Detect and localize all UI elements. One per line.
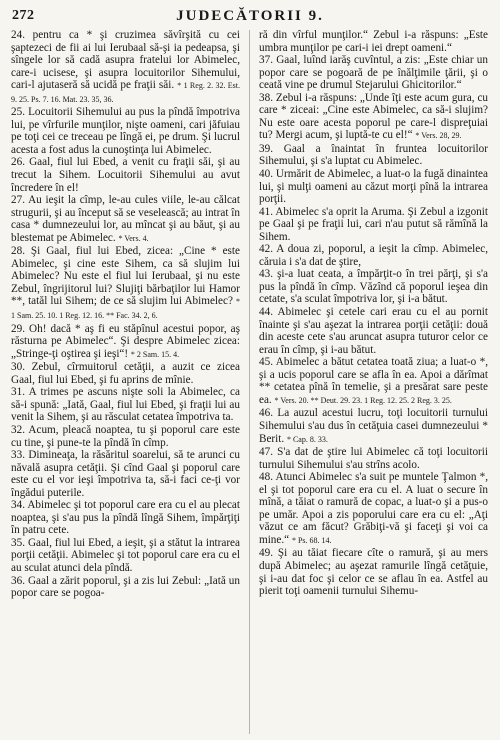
page-number: 272 [12,8,35,23]
verse-43: 43. şi-a luat ceata, a împărţit-o în trei părţi, şi s'a pus la pîndă în cîmp. Văzînd că poporul ieşea din cetate, s'a sculat împotriva lor, şi i-a bătut. [259,268,488,306]
verse-text: 38. Zebul i-a răspuns: „Unde îţi este acum gura, cu care * ziceai: „Cine este Abimelec, ca să-i slujim? Nu este oare acesta poporul pe care-l dispreţuiai tu? Mergi acum, şi luptă-te cu el!“ [259,91,488,142]
verse-text: 45. Abimelec a bătut cetatea toată ziua; a luat-o *, şi a ucis poporul care se afla în ea. Apoi a dărîmat ** cetatea pînă în temelie, şi a presărat sare peste ea. [259,356,488,406]
verse-36: 36. Gaal a zărit poporul, şi a zis lui Zebul: „Iată un popor care se pogoa- [11,574,240,600]
verse-37: 37. Gaal, luînd iarăş cuvîntul, a zis: „Este chiar un popor care se pogoară de pe înălţimile ţării, şi o ceată vine pe drumul Stejarului Ghicitorilor.“ [259,54,488,92]
verse-26: 26. Gaal, fiul lui Ebed, a venit cu fraţii săi, şi au trecut la Sihem. Locuitorii Sihemului au avut încredere în el! [11,156,240,194]
verse-24 [11,29,240,106]
verse-45 [259,356,488,407]
verse-40: 40. Urmărit de Abimelec, a luat-o la fugă dinaintea lui, şi mulţi oameni au căzut morţi pînă la intrarea porţii. [259,168,488,206]
verse-41: 41. Abimelec s'a oprit la Aruma. Şi Zebul a izgonit pe Gaal şi pe fraţii lui, cari n'au putut să rămînă la Sihem. [259,205,488,243]
left-column [11,29,240,735]
running-title: JUDECĂTORII 9. [176,8,324,24]
cross-reference: * Vers. 4. [118,233,149,243]
cross-reference: * Vers. 28, 29. [415,131,462,141]
verse-text: 46. La auzul acestui lucru, toţi locuitorii turnului Sihemului s'au dus în cetăţuia casei dumnezeului * Berit. [259,407,488,445]
verse-29 [11,323,240,362]
verse-text: 28. Şi Gaal, fiul lui Ebed, zicea: „Cine * este Abimelec, şi cine este Sihem, ca să slujim lui Abimelec? Nu este el fiul lui Ierubaal, şi nu este Zebul, îngrijitorul lui? Slujiţi bărbaţilor lui Hamor **, tatăl lui Sihem; de ce să slujim lui Abimelec? [11,245,240,308]
cross-reference: * Ps. 68. 14. [291,535,332,545]
verse-47: 47. S'a dat de ştire lui Abimelec că toţi locuitorii turnului Sihemului s'au strîns acolo. [259,446,488,471]
cross-reference: * 2 Sam. 15. 4. [130,349,180,359]
verse-49: 49. Şi au tăiat fiecare cîte o ramură, şi au mers după Abimelec; au aşezat ramurile lîngă cetăţuie, şi i-au dat foc şi celor ce se aflau în ea. Astfel au pierit toţi oamenii turnului Sihemu- [259,547,488,598]
verse-text: 48. Atunci Abimelec s'a suit pe muntele Ţalmon *, el şi tot poporul care era cu el. A luat o secure în mînă, a tăiat o ramură de copac, a luat-o şi a pus-o pe umăr. Apoi a zis poporului care era cu el: „Aţi văzut ce am făcut? Grăbiţi-vă şi faceţi şi voi ca mine.“ [259,471,488,546]
verse-31: 31. A trimes pe ascuns nişte soli la Abimelec, ca să-i spună: „Iată, Gaal, fiul lui Ebed, şi fraţii lui au venit la Sihem, şi au răsculat cetatea împotriva ta. [11,386,240,424]
cross-reference: * 1 Reg. 2. 32. Est. 9. 25. Ps. 7. 16. Mat. 23. 35, 36. [11,81,240,104]
verse-text: 29. Oh! dacă * aş fi eu stăpînul acestui popor, aş răsturna pe Abimelec“. Şi despre Abimelec zicea: „Stringe-ţi oştirea şi ieşi“! [11,322,240,360]
verse-33: 33. Dimineaţa, la răsăritul soarelui, să te arunci cu năvală asupra cetăţii. Şi cînd Gaal şi poporul care este cu el vor ieşi împotriva ta, să-i faci ce-ţi vor îngădui puterile. [11,449,240,499]
verse-36-continued: ră din vîrful munţilor.“ Zebul i-a răspuns: „Este umbra munţilor pe cari-i iei drept oameni.“ [259,29,488,54]
verse-39: 39. Gaal a înaintat în fruntea locuitorilor Sihemului, şi s'a luptat cu Abimelec. [259,142,488,168]
verse-25: 25. Locuitorii Sihemului au pus la pîndă împotriva lui, pe vîrfurile munţilor, nişte oameni, cari jăfuiau pe toţi cei ce treceau pe lîngă ei, pe drum. Şi lucrul acesta a fost adus la cunoştinţa lui Abimelec. [11,106,240,156]
verse-44: 44. Abimelec şi cetele cari erau cu el au pornit înainte şi s'au aşezat la intrarea porţii cetăţii: două din aceste cete s'au aruncat asupra tuturor celor ce erau în cîmp, şi i-au bătut. [259,306,488,356]
verse-46 [259,407,488,446]
cross-reference: * Cap. 8. 33. [286,434,328,444]
verse-38 [259,92,488,143]
verse-27 [11,194,240,245]
verse-30: 30. Zebul, cîrmuitorul cetăţii, a auzit ce zicea Gaal, fiul lui Ebed, şi fu aprins de mînie. [11,361,240,386]
verse-42: 42. A doua zi, poporul, a ieşit la cîmp. Abimelec, căruia i s'a dat de ştire, [259,243,488,268]
verse-34: 34. Abimelec şi tot poporul care era cu el au plecat noaptea, şi s'au pus la pîndă lîngă Sihem, împărţiţi în patru cete. [11,499,240,537]
verse-35: 35. Gaal, fiul lui Ebed, a ieşit, şi a stătut la intrarea porţii cetăţii. Abimelec şi tot poporul care era cu el au sculat atunci dela pîndă. [11,536,240,574]
verse-28 [11,245,240,322]
column-divider [249,30,250,734]
verse-32: 32. Acum, pleacă noaptea, tu şi poporul care este cu tine, şi pune-te la pîndă în cîmp. [11,423,240,449]
verse-text: 27. Au ieşit la cîmp, le-au cules viile, le-au călcat strugurii, şi au început să se veselească; au intrat în casa * dumnezeului lor, au mîncat şi au băut, şi au blestemat pe Abimelec. [11,194,240,244]
cross-reference: * 1 Sam. 25. 10. 1 Reg. 12. 16. ** Fac. 34. 2, 6. [11,297,240,321]
cross-reference: * Vers. 20. ** Deut. 29. 23. 1 Reg. 12. 25. 2 Reg. 3. 25. [274,395,452,405]
verse-text: 24. pentru ca * şi cruzimea săvîrşită cu cei şaptezeci de fii ai lui Ierubaal să-şi ia pedeapsa, şi sîngele lor să cadă asupra fratelui lor Abimelec, care-i ucisese, şi asupra locuitorilor Sihemului, cari-l ajutaseră să ucidă pe fraţii săi. [11,29,240,92]
verse-48 [259,471,488,547]
right-column [259,29,488,735]
